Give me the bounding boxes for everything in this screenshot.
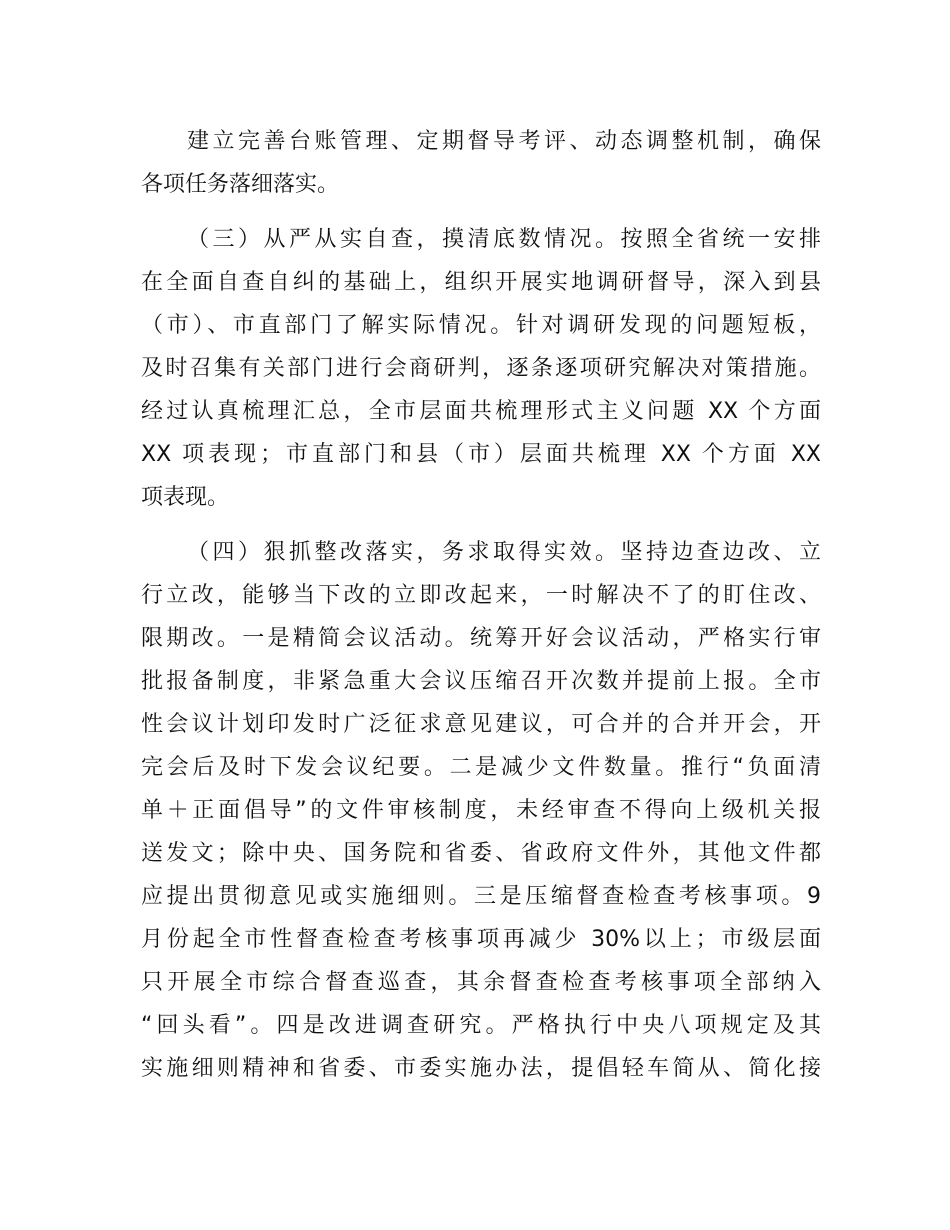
- text-line: 各项任务落细落实。: [141, 172, 340, 197]
- text-line: 送发文；除中央、国务院和省委、省政府文件外，其他文件都: [141, 841, 821, 866]
- text-line: 批报备制度，非紧急重大会议压缩召开次数并提前上报。全市: [141, 669, 821, 694]
- text-line: 只开展全市综合督查巡查，其余督查检查考核事项全部纳入: [141, 970, 821, 995]
- text-line: 建立完善台账管理、定期督导考评、动态调整机制，确保: [187, 129, 821, 154]
- text-line: 实施细则精神和省委、市委实施办法，提倡轻车简从、简化接: [141, 1056, 821, 1081]
- text-line: 月份起全市性督查检查考核事项再减少 30%以上；市级层面: [141, 927, 821, 952]
- text-line: 限期改。一是精简会议活动。统筹开好会议活动，严格实行审: [141, 626, 821, 651]
- text-line: 在全面自查自纠的基础上，组织开展实地调研督导，深入到县: [141, 270, 821, 295]
- paragraph-gap: [141, 519, 821, 531]
- text-line: （市）、市直部门了解实际情况。针对调研发现的问题短板，: [141, 313, 821, 338]
- paragraph-gap: [141, 206, 821, 218]
- text-line: 及时召集有关部门进行会商研判，逐条逐项研究解决对策措施。: [141, 356, 821, 381]
- text-line: 项表现。: [141, 485, 230, 510]
- text-line: 完会后及时下发会议纪要。二是减少文件数量。推行“负面清: [141, 755, 821, 780]
- text-line: 经过认真梳理汇总，全市层面共梳理形式主义问题 XX 个方面: [141, 399, 821, 424]
- text-line: （三）从严从实自查，摸清底数情况。按照全省统一安排: [187, 227, 821, 252]
- text-line: 性会议计划印发时广泛征求意见建议，可合并的合并开会，开: [141, 712, 821, 737]
- text-line: 行立改，能够当下改的立即改起来，一时解决不了的盯住改、: [141, 583, 821, 608]
- text-line: （四）狠抓整改落实，务求取得实效。坚持边查边改、立: [187, 540, 821, 565]
- text-line: “回头看”。四是改进调查研究。严格执行中央八项规定及其: [141, 1013, 821, 1038]
- text-line: 应提出贯彻意见或实施细则。三是压缩督查检查考核事项。9: [141, 884, 821, 909]
- text-line: XX 项表现；市直部门和县（市）层面共梳理 XX 个方面 XX: [141, 442, 821, 467]
- text-line: 单＋正面倡导”的文件审核制度，未经审查不得向上级机关报: [141, 798, 821, 823]
- document-body: [141, 120, 821, 1090]
